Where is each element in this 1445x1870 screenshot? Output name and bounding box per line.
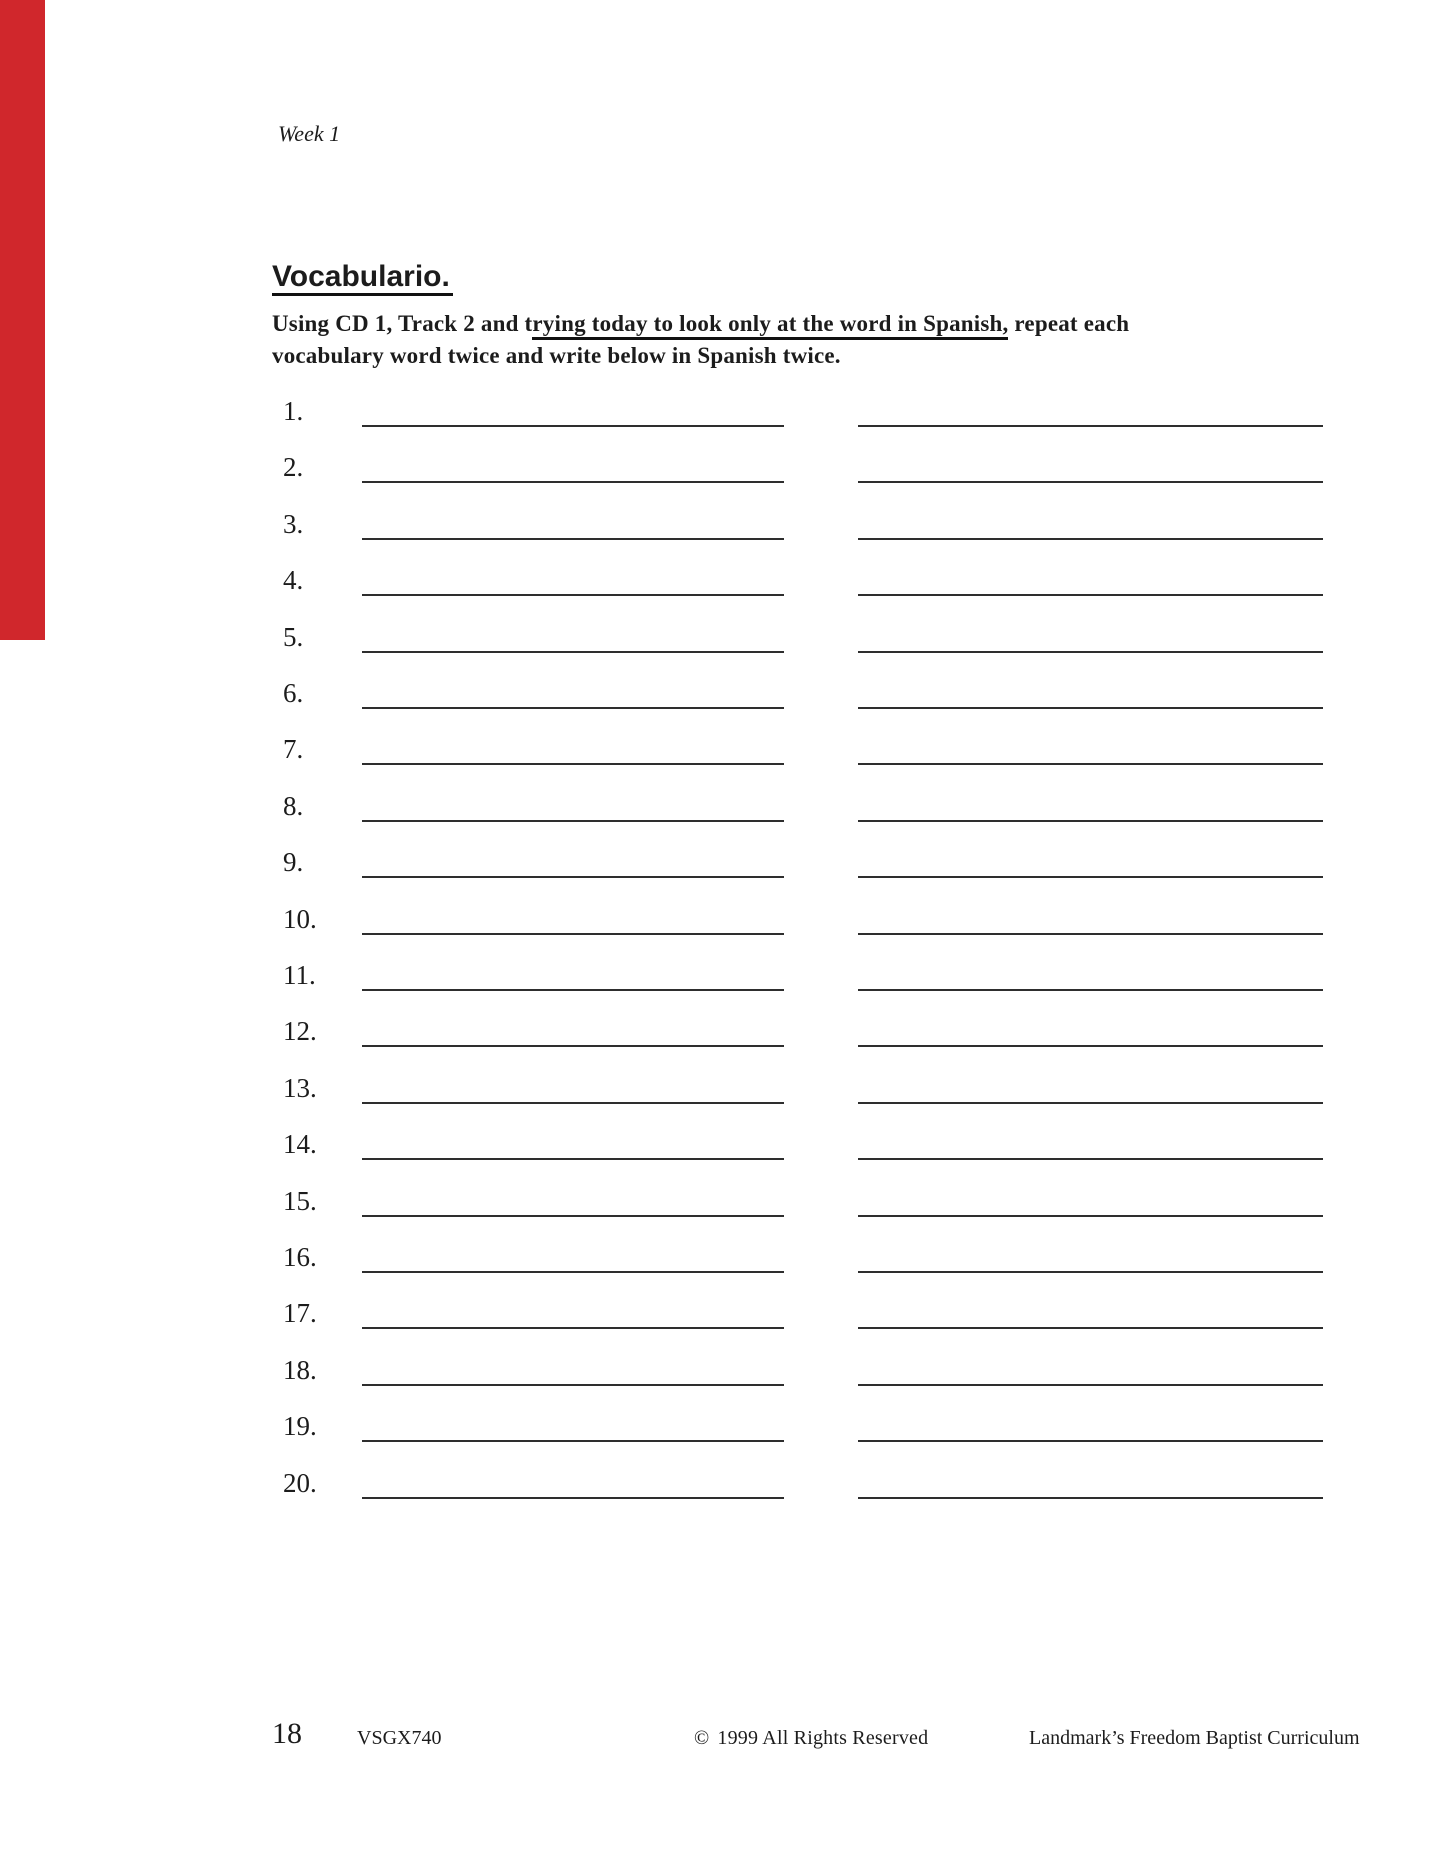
instruction-post: repeat each (1008, 311, 1130, 336)
answer-line-left (362, 763, 784, 765)
item-number: 17. (283, 1298, 317, 1329)
answer-line-right (858, 1440, 1323, 1442)
answer-line-left (362, 1327, 784, 1329)
list-item (0, 961, 1445, 993)
answer-line-left (362, 1045, 784, 1047)
list-item (0, 1130, 1445, 1162)
item-number: 8. (283, 790, 304, 821)
answer-line-right (858, 594, 1323, 596)
item-number: 12. (283, 1016, 317, 1047)
list-item (0, 1243, 1445, 1275)
item-number: 2. (283, 452, 304, 483)
list-item (0, 1412, 1445, 1444)
list-item (0, 1187, 1445, 1219)
list-item (0, 905, 1445, 937)
answer-line-left (362, 820, 784, 822)
item-number: 3. (283, 508, 304, 539)
item-number: 9. (283, 847, 304, 878)
answer-line-right (858, 1102, 1323, 1104)
item-number: 10. (283, 903, 317, 934)
answer-line-left (362, 1215, 784, 1217)
answer-line-right (858, 876, 1323, 878)
list-item (0, 566, 1445, 598)
answer-line-left (362, 1102, 784, 1104)
item-number: 1. (283, 396, 304, 426)
item-number: 7. (283, 734, 304, 765)
answer-line-left (362, 933, 784, 935)
list-item (0, 1356, 1445, 1388)
list-item (0, 397, 1445, 429)
week-label: Week 1 (278, 121, 341, 146)
answer-line-right (858, 1327, 1323, 1329)
answer-line-right (858, 481, 1323, 483)
answer-line-right (858, 1158, 1323, 1160)
answer-line-right (858, 651, 1323, 653)
answer-line-left (362, 1271, 784, 1273)
list-item (0, 1299, 1445, 1331)
list-item (0, 510, 1445, 542)
answer-line-right (858, 989, 1323, 991)
item-number: 13. (283, 1072, 317, 1103)
list-item (0, 1074, 1445, 1106)
answer-line-right (858, 1215, 1323, 1217)
item-number: 5. (283, 621, 304, 652)
item-number: 11. (283, 960, 316, 990)
footer-copyright-text: 1999 All Rights Reserved (717, 1727, 929, 1749)
answer-line-left (362, 707, 784, 709)
answer-line-right (858, 933, 1323, 935)
instruction-line-2: vocabulary word twice and write below in Spanish twice. (272, 343, 841, 368)
answer-line-right (858, 820, 1323, 822)
answer-line-left (362, 1440, 784, 1442)
answer-line-left (362, 651, 784, 653)
footer-page-number: 18 (272, 1717, 302, 1750)
answer-line-right (858, 425, 1323, 427)
list-item (0, 848, 1445, 880)
item-number: 16. (283, 1242, 317, 1272)
footer-copyright (694, 1728, 928, 1748)
instruction-underlined: rying today to look only at the word in Spanish, (532, 311, 1008, 340)
item-number: 18. (283, 1354, 317, 1385)
answer-line-right (858, 763, 1323, 765)
answer-line-left (362, 876, 784, 878)
footer-publisher: Landmark’s Freedom Baptist Curriculum (1029, 1727, 1360, 1749)
item-number: 4. (283, 565, 304, 596)
item-number: 6. (283, 678, 304, 708)
copyright-icon: © (694, 1727, 710, 1749)
answer-line-right (858, 1384, 1323, 1386)
answer-line-right (858, 1497, 1323, 1499)
item-number: 20. (283, 1467, 317, 1498)
section-heading: Vocabulario. (272, 262, 453, 296)
answer-line-left (362, 1384, 784, 1386)
answer-line-right (858, 1045, 1323, 1047)
answer-line-left (362, 1158, 784, 1160)
answer-line-right (858, 1271, 1323, 1273)
answer-line-left (362, 425, 784, 427)
item-number: 14. (283, 1129, 317, 1160)
instruction-pre: Using CD 1, Track 2 and t (272, 311, 533, 336)
answer-line-right (858, 538, 1323, 540)
list-item (0, 735, 1445, 767)
list-item (0, 623, 1445, 655)
item-number: 15. (283, 1185, 317, 1216)
list-item (0, 792, 1445, 824)
list-item (0, 679, 1445, 711)
answer-line-left (362, 594, 784, 596)
footer-code: VSGX740 (357, 1727, 442, 1749)
answer-line-left (362, 538, 784, 540)
answer-line-left (362, 1497, 784, 1499)
item-number: 19. (283, 1411, 317, 1442)
list-item (0, 1469, 1445, 1501)
list-item (0, 1017, 1445, 1049)
answer-line-left (362, 989, 784, 991)
answer-line-left (362, 481, 784, 483)
list-item (0, 453, 1445, 485)
answer-line-right (858, 707, 1323, 709)
